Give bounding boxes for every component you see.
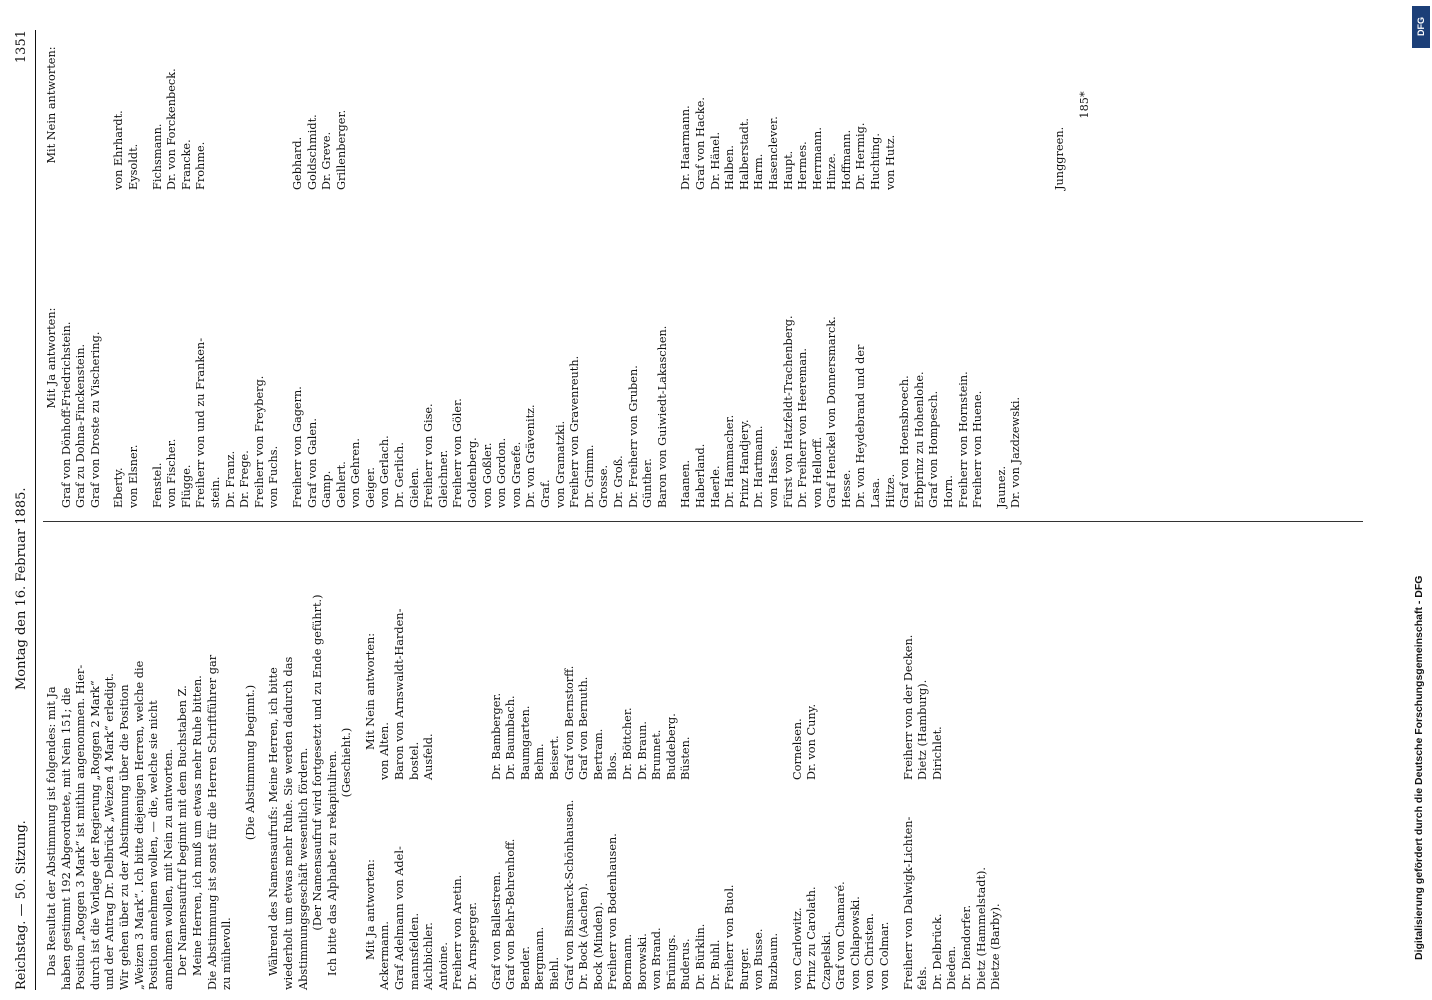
blank-row — [942, 20, 957, 190]
nein-name: Ausfeld. — [422, 733, 436, 780]
ja-name: Hitze. — [883, 473, 897, 508]
ja-name: Biehl. — [548, 956, 561, 990]
name-row — [636, 535, 651, 990]
ja-name: Dr. Delbrück. — [930, 913, 944, 990]
ja-name: Graf Henckel von Donnersmarck. — [825, 316, 839, 508]
ja-name: von Goßler. — [480, 442, 494, 508]
name-row — [767, 535, 782, 990]
name-row — [960, 535, 975, 990]
blank-row — [224, 20, 239, 190]
nein-name: Dr. Bamberger. — [489, 692, 503, 780]
blank-row — [364, 20, 379, 190]
ja-name: Graf von Galen. — [305, 418, 319, 508]
name-row — [902, 535, 917, 990]
blank-row — [641, 20, 656, 190]
ja-name: von Chlapowski. — [848, 896, 862, 990]
spacer — [893, 535, 902, 990]
ja-name: Lasa. — [869, 477, 883, 508]
blank-row — [927, 20, 942, 190]
ja-name: Dr. Arnsperger. — [466, 901, 480, 990]
name-row — [378, 535, 393, 990]
nein-name: Hermes. — [796, 141, 810, 190]
ja-name: Haanen. — [679, 459, 693, 508]
nein-name: Freiherr von der Decken. — [901, 634, 915, 780]
name-row — [931, 535, 946, 990]
spacer — [282, 208, 291, 508]
stage-direction: (Die Abstimmung beginnt.) — [243, 684, 257, 841]
name-row — [606, 535, 621, 990]
spacer — [142, 208, 151, 508]
ja-name: von Gehren. — [349, 438, 363, 508]
ja-name: Graf von Ballestrem. — [489, 871, 503, 990]
spacer — [986, 208, 995, 508]
name-row — [650, 535, 665, 990]
blank-row — [378, 20, 393, 190]
ja-name: Eberty. — [112, 467, 126, 508]
ja-name: Freiherr von Bodenhausen. — [606, 833, 620, 990]
ja-name: von Hasse. — [766, 445, 780, 508]
nein-name: Brunnet. — [650, 729, 664, 780]
blank-row — [612, 20, 627, 190]
ja-name: Graf von Hoensbroech. — [898, 375, 912, 508]
ja-name: Dr. Groß. — [611, 455, 625, 508]
blank-row — [74, 20, 89, 190]
name-row — [437, 535, 452, 990]
ja-name: Freiherr von Göler. — [451, 398, 465, 508]
ja-name: Graf von Droste zu Vischering. — [88, 331, 102, 508]
rotated-page-content — [15, 10, 1415, 990]
ja-name: Dr. Bock (Aachen). — [577, 882, 591, 990]
ja-name: Gehlert. — [334, 461, 348, 508]
ja-name: Bock (Minden). — [591, 902, 605, 990]
name-row — [849, 535, 864, 990]
ja-name: Fenstel. — [150, 462, 164, 508]
ja-name: Antoine. — [436, 942, 450, 990]
name-row — [805, 535, 820, 990]
ja-heading: Mit Ja antworten: — [363, 859, 377, 960]
intro-line: Wir gehen über zu der Abstimmung über die Position — [117, 684, 131, 990]
signature-mark: 185* — [1077, 91, 1091, 119]
speech-line: Während des Namensaufrufs: Meine Herren, ich bitte — [267, 667, 281, 976]
blank-row — [539, 20, 554, 190]
ja-name: Prinz Handjery. — [737, 419, 751, 508]
spacer — [670, 208, 679, 508]
name-row — [577, 535, 592, 990]
nein-name: Harm. — [752, 153, 766, 190]
name-row — [679, 535, 694, 990]
nein-name: Dr. Böttcher. — [620, 707, 634, 780]
blank-row — [524, 20, 539, 190]
spacer — [986, 20, 995, 190]
blank-row — [583, 20, 598, 190]
nein-name: Junggreen. — [1053, 126, 1067, 190]
spacer — [142, 20, 151, 190]
spacer — [282, 20, 291, 190]
name-row — [863, 535, 878, 990]
ja-name: Gleichner. — [436, 449, 450, 508]
ja-name: Dr. Hammacher. — [723, 414, 737, 508]
ja-name: Dr. Gerlich. — [393, 442, 407, 508]
ja-name: Erbprinz zu Hohenlohe. — [912, 371, 926, 508]
intro-line: Meine Herren, ich muß um etwas mehr Ruhe bitten. — [190, 675, 204, 976]
ja-name: Freiherr von und zu Franken- — [194, 337, 208, 508]
speech-line: Abstimmungsgeschäft wesentlich fördern. — [296, 747, 310, 990]
nein-name: Cornelsen. — [790, 718, 804, 780]
name-row — [504, 535, 519, 990]
nein-name: Büsten. — [679, 736, 693, 780]
blank-row — [510, 20, 525, 190]
nein-name: Herrmann. — [810, 127, 824, 190]
ja-name: Dr. von Grävenitz. — [524, 404, 538, 508]
ja-name: Burger. — [737, 947, 751, 990]
ja-name: Geiger. — [363, 467, 377, 508]
ja-name: von Graefe. — [509, 441, 523, 508]
intro-line: annehmen wollen, mit Nein zu antworten. — [161, 748, 175, 990]
blank-row — [60, 20, 75, 190]
name-row — [408, 535, 423, 990]
nein-name: bostel. — [407, 741, 421, 780]
ja-name: Czapelski. — [819, 931, 833, 990]
ja-name: Freiherr von Aretin. — [451, 874, 465, 990]
blank-row — [1039, 20, 1054, 190]
nein-name: Fichsmann. — [150, 123, 164, 190]
nein-name: Graf von Bernuth. — [577, 676, 591, 780]
ja-name: Baron von Guiwiedt-Lakaschen. — [655, 325, 669, 508]
nein-name: Huchting. — [869, 133, 883, 190]
name-row — [533, 535, 548, 990]
ja-name: Hesse. — [839, 469, 853, 508]
name-row — [563, 535, 578, 990]
blank-row — [267, 20, 282, 190]
left-column — [45, 535, 1004, 990]
name-row — [989, 535, 1004, 990]
ja-name: Dr. Grimm. — [582, 444, 596, 508]
nein-name: Dr. von Forckenbeck. — [165, 68, 179, 190]
blank-row — [466, 20, 481, 190]
intro-line: Das Resultat der Abstimmung ist folgendes: mit Ja — [45, 686, 58, 976]
name-row — [945, 535, 960, 990]
nein-name: Halberstadt. — [737, 118, 751, 190]
ja-name: Dr. von Jazdzewski. — [1009, 396, 1023, 508]
ja-name: von Fischer. — [165, 438, 179, 508]
ja-name: von Gordon. — [495, 437, 509, 508]
nein-name: Behm. — [533, 743, 547, 780]
name-row — [694, 535, 709, 990]
nein-name: Dr. Hänel. — [708, 131, 722, 190]
blank-row — [495, 20, 510, 190]
ja-name: Ackermann. — [378, 920, 392, 990]
nein-name: Haupt. — [781, 150, 795, 190]
nein-name: Eysoldt. — [126, 143, 140, 190]
ja-name: Freiherr von Huene. — [971, 390, 985, 508]
intro-line: Die Abstimmung ist sonst für die Herren Schriftführer gar — [205, 654, 219, 990]
ja-name: Bender. — [518, 946, 532, 990]
intro-line: „Weizen 3 Mark“. Ich bitte diejenigen Herren, welche die — [132, 660, 146, 990]
nein-name: Gebhard. — [290, 136, 304, 190]
name-row — [791, 535, 806, 990]
intro-line: Position annehmen wollen, — die, welche sie nicht — [147, 700, 161, 990]
ja-name: Graf von Dönhoff-Friedrichstein. — [59, 321, 73, 508]
stage-direction: (Geschieht.) — [340, 727, 354, 798]
ja-name: Buderus. — [679, 938, 693, 990]
blank-row — [437, 20, 452, 190]
blank-row — [568, 20, 583, 190]
name-row — [466, 535, 481, 990]
side-credit-strip — [1410, 0, 1432, 1000]
spacer — [481, 535, 490, 990]
name-row — [548, 535, 563, 990]
nein-name: Hinze. — [825, 153, 839, 190]
nein-name: Hoffmann. — [839, 129, 853, 190]
dfg-credit-text: Digitalisierung gefördert durch die Deutsche Forschungsgemeinschaft - DFG — [1413, 575, 1425, 960]
ja-name: Borowski. — [635, 933, 649, 990]
ja-name: Dr. Bürklin. — [693, 923, 707, 990]
column-divider — [43, 521, 1363, 522]
blank-row — [957, 20, 972, 190]
blank-row — [627, 20, 642, 190]
ja-name: von Colmar. — [878, 921, 892, 990]
vote-headings — [364, 535, 379, 990]
name-row — [975, 535, 990, 990]
spacer — [670, 20, 679, 190]
nein-name: Baumgarten. — [518, 705, 532, 780]
ja-name: Graf von Bismarck-Schönhausen. — [562, 799, 576, 990]
nein-name: von Alten. — [378, 722, 392, 780]
blank-row — [209, 20, 224, 190]
spacer — [355, 535, 364, 990]
stage-direction: (Der Namensaufruf wird fortgesetzt und zu Ende geführt.) — [311, 594, 325, 931]
ja-name: Dr. Hartmann. — [752, 425, 766, 508]
nein-name: Blos. — [606, 751, 620, 780]
nein-heading: Mit Nein antworten: — [45, 46, 58, 164]
nein-name: von Ehrhardt. — [112, 110, 126, 190]
blank-row — [1024, 20, 1039, 190]
ja-name: Haberland. — [693, 443, 707, 508]
spacer — [103, 208, 112, 508]
name-row — [709, 535, 724, 990]
nein-heading: Mit Nein antworten: — [363, 632, 377, 750]
ja-name: von Gramatzki. — [553, 420, 567, 508]
nein-name: Bertram. — [591, 728, 605, 780]
nein-name: Grillenberger. — [334, 109, 348, 190]
blank-row — [422, 20, 437, 190]
spacer — [258, 535, 267, 990]
blank-row — [898, 20, 913, 190]
blank-row — [238, 20, 253, 190]
ja-name: von Brand. — [650, 927, 664, 990]
intro-line: durch ist die Vorlage der Regierung „Roggen 2 Mark“ — [88, 680, 102, 990]
ja-name: Haerle. — [708, 465, 722, 508]
nein-name: Dr. Haarmann. — [679, 105, 693, 190]
name-row — [820, 535, 835, 990]
ja-name: von Gerlach. — [378, 435, 392, 508]
ja-name: Freiherr von Buol. — [723, 884, 737, 990]
speech-line: wiederholt um etwas mehr Ruhe. Sie werden dadurch das — [281, 656, 295, 990]
middle-column-nein — [45, 20, 1092, 190]
ja-name: Dr. Freiherr von Heereman. — [796, 348, 810, 508]
ja-name: Graf zu Dohna-Finckenstein. — [74, 343, 88, 508]
intro-line: zu mühevoll. — [220, 917, 234, 990]
blank-row — [1009, 20, 1024, 190]
name-row — [916, 535, 931, 990]
ja-name: Dr. Freiherr von Gruben. — [626, 365, 640, 508]
blank-row — [393, 20, 408, 190]
ja-name: Günther. — [641, 458, 655, 508]
ja-name: stein. — [208, 476, 222, 508]
ja-name: von Hellorff. — [810, 436, 824, 508]
name-row — [592, 535, 607, 990]
ja-name: Freiherr von Gise. — [422, 403, 436, 508]
ja-name: Freiherr von Gagern. — [290, 386, 304, 508]
nein-name: Francke. — [179, 139, 193, 190]
spacer — [103, 20, 112, 190]
nein-name: Baron von Arnswaldt-Harden- — [393, 608, 407, 780]
blank-row — [656, 20, 671, 190]
ja-name: Gielen. — [407, 467, 421, 508]
ja-name: fels. — [916, 966, 930, 990]
name-row — [834, 535, 849, 990]
nein-name: Graf von Bernstorff. — [562, 665, 576, 780]
name-row — [621, 535, 636, 990]
ja-name: Dr. Diendorfer. — [960, 904, 974, 990]
blank-row — [971, 20, 986, 190]
nein-name: Dr. Hermig. — [854, 122, 868, 190]
ja-name: Dr. von Heydebrand und der — [854, 344, 868, 508]
page-number: 1351 — [14, 30, 29, 64]
ja-name: Graf von Chamaré. — [834, 881, 848, 990]
ja-name: Freiherr von Hornstein. — [956, 371, 970, 508]
name-row — [738, 535, 753, 990]
ja-name: Dr. Buhl. — [708, 939, 722, 990]
blank-row — [481, 20, 496, 190]
header-date: Montag den 16. Februar 1885. — [14, 487, 29, 690]
nein-name: Buddeberg. — [664, 713, 678, 780]
blank-row — [408, 20, 423, 190]
nein-name: Dr. Baumbach. — [504, 695, 518, 780]
intro-line: und der Antrag Dr. Delbrück „Weizen 4 Mark“ erledigt. — [103, 673, 117, 990]
spacer — [782, 535, 791, 990]
ja-name: Freiherr von Gravenreuth. — [568, 355, 582, 508]
blank-row — [89, 20, 104, 190]
ja-name: Dietze (Barby). — [989, 903, 1003, 990]
speech-line: Ich bitte das Alphabet zu rekapituliren. — [325, 750, 339, 976]
dfg-logo: DFG — [1412, 6, 1430, 48]
nein-name: Dietz (Hamburg). — [916, 679, 930, 780]
ja-name: Grosse. — [597, 464, 611, 508]
ja-name: Graf von Hompesch. — [927, 390, 941, 508]
name-row — [878, 535, 893, 990]
nein-name: Beisert. — [548, 735, 561, 780]
name-row — [422, 535, 437, 990]
ja-name: Horn. — [942, 475, 956, 508]
ja-name: Freiherr von Dalwigk-Lichten- — [901, 816, 915, 990]
ja-name: Flügge. — [179, 464, 193, 508]
name-row — [451, 535, 466, 990]
intro-line: haben gestimmt 192 Abgeordnete, mit Nein 151; die — [59, 687, 73, 990]
ja-name: Dr. Franz. — [223, 450, 237, 508]
intro-line: Der Namensaufruf beginnt mit dem Buchstaben Z. — [176, 685, 190, 976]
nein-name: Dr. von Cuny. — [805, 703, 819, 780]
nein-name: Dr. Braun. — [635, 721, 649, 780]
blank-row — [597, 20, 612, 190]
ja-name: Dieden. — [945, 945, 959, 990]
nein-name: Hasenclever. — [766, 116, 780, 190]
ja-name: Graf. — [539, 479, 552, 508]
blank-row — [253, 20, 268, 190]
ja-heading: Mit Ja antworten: — [45, 307, 58, 409]
nein-name: Graf von Hacke. — [693, 96, 707, 190]
ja-name: von Christen. — [863, 913, 877, 990]
name-row — [393, 535, 408, 990]
blank-row — [554, 20, 569, 190]
ja-name: von Busse. — [752, 928, 766, 990]
ja-name: mannsfelden. — [407, 912, 421, 990]
ja-name: Aichbichler. — [422, 922, 436, 990]
ja-name: Bormann. — [620, 933, 634, 990]
ja-name: Prinz zu Carolath. — [805, 886, 819, 990]
header-left: Reichstag. — 50. Sitzung. — [14, 820, 29, 990]
ja-name: von Elsner. — [126, 444, 140, 508]
ja-name: Graf Adelmann von Adel- — [393, 846, 407, 990]
blank-row — [913, 20, 928, 190]
blank-row — [451, 20, 466, 190]
ja-name: Jaunez. — [994, 465, 1008, 508]
running-header — [15, 30, 36, 990]
nein-name: von Hutz. — [883, 134, 897, 190]
nein-name: Dr. Greve. — [320, 131, 334, 190]
ja-name: Dr. Frege. — [238, 450, 252, 508]
ja-name: von Carlowitz. — [790, 907, 804, 990]
ja-name: Bergmann. — [533, 926, 547, 990]
nein-name: Frohme. — [194, 141, 208, 190]
name-row — [519, 535, 534, 990]
ja-name: Gamp. — [320, 470, 334, 508]
blank-row — [995, 20, 1010, 190]
spacer — [235, 535, 244, 990]
ja-name: von Fuchs. — [267, 445, 281, 508]
name-row — [723, 535, 738, 990]
name-row — [665, 535, 680, 990]
nein-name: Halben. — [723, 145, 737, 190]
intro-line: Position „Roggen 3 Mark“ ist mithin angenommen. Hier- — [74, 664, 88, 990]
ja-name: Dietz (Hammelstadt). — [974, 867, 988, 990]
ja-name: Brünings. — [664, 934, 678, 990]
ja-name: Fürst von Hatzfeldt-Trachenberg. — [781, 315, 795, 508]
ja-name: Graf von Behr-Behrenhoff. — [504, 838, 518, 990]
name-row — [752, 535, 767, 990]
blank-row — [349, 20, 364, 190]
ja-name: Goldenberg. — [466, 437, 480, 508]
ja-name: Buzbaum. — [766, 932, 780, 990]
middle-column-ja — [45, 208, 1024, 508]
ja-name: Freiherr von Freyberg. — [252, 375, 266, 508]
nein-name: Dirichlet. — [930, 726, 944, 780]
nein-name: Goldschmidt. — [305, 114, 319, 190]
name-row — [490, 535, 505, 990]
